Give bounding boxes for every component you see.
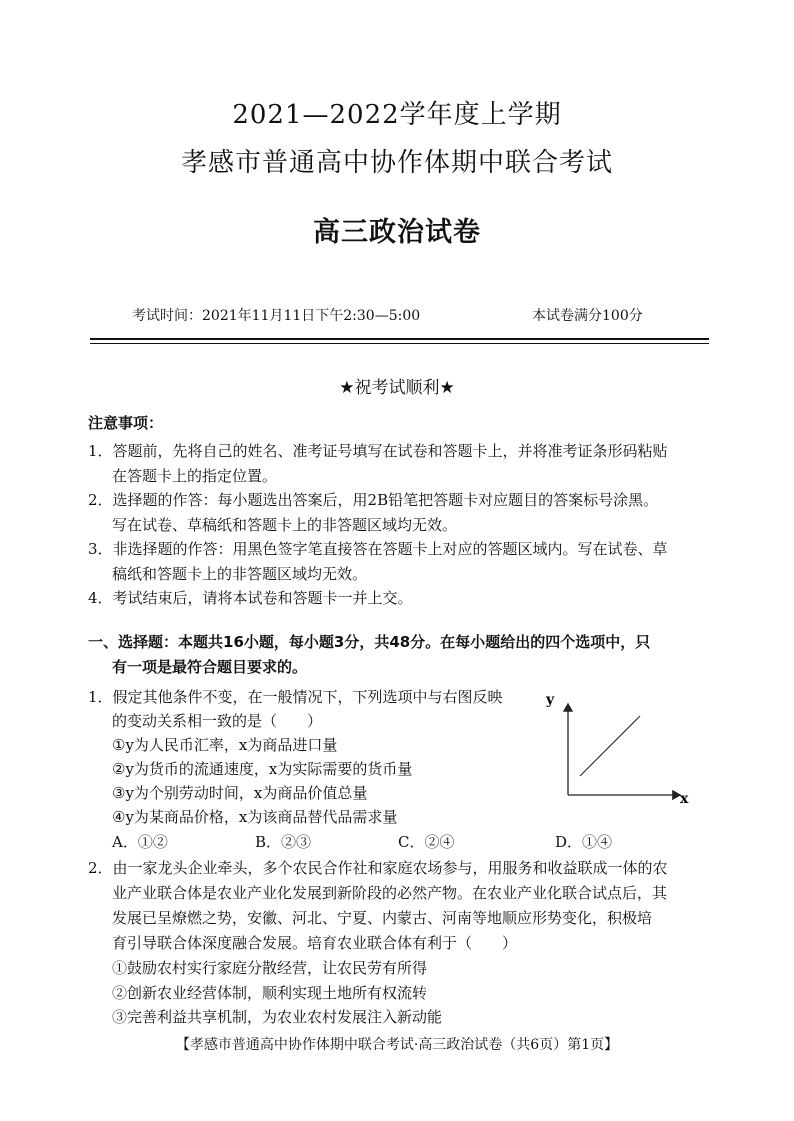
q2-option-1: ①鼓励农村实行家庭分散经营，让农民劳有所得 — [112, 959, 428, 977]
q1-choice-d: D．①④ — [555, 833, 613, 851]
year-line: 2021—2022学年度上学期 — [232, 100, 562, 130]
q1-graph — [540, 690, 700, 810]
divider-thick — [90, 338, 709, 340]
notice-heading: 注意事项： — [88, 414, 164, 432]
q2-option-2: ②创新农业经营体制，顺利实现土地所有权流转 — [112, 984, 428, 1002]
notice-item: 稿纸和答题卡上的非答题区域均无效。 — [112, 565, 368, 583]
q1-choice-b: B．②③ — [255, 833, 312, 851]
exam-time: 考试时间：2021年11月11日下午2:30—5:00 — [132, 308, 421, 324]
full-score: 本试卷满分100分 — [532, 308, 643, 324]
blessing: ★祝考试顺利★ — [339, 378, 455, 398]
x-axis-label: x — [680, 791, 689, 807]
notice-item: 写在试卷、草稿纸和答题卡上的非答题区域均无效。 — [112, 516, 458, 534]
subject-title: 高三政治试卷 — [313, 217, 481, 248]
section-heading: 一、选择题：本题共16小题，每小题3分，共48分。在每小题给出的四个选项中，只 — [88, 633, 651, 651]
q1-option-4: ④y为某商品价格，x为该商品替代品需求量 — [112, 808, 398, 826]
q2-stem-cont: 业产业联合体是农业产业化发展到新阶段的必然产物。在农业产业化联合试点后，其 — [112, 884, 668, 902]
exam-name: 孝感市普通高中协作体期中联合考试 — [180, 148, 613, 178]
q1-stem-cont: 的变动关系相一致的是（ ） — [112, 712, 323, 730]
notice-item: 2．选择题的作答：每小题选出答案后，用2B铅笔把答题卡对应题目的答案标号涂黑。 — [88, 491, 659, 509]
q1-choice-a: A．①② — [112, 833, 168, 851]
trend-line — [580, 716, 640, 776]
notice-item: 3．非选择题的作答：用黑色签字笔直接答在答题卡上对应的答题区域内。写在试卷、草 — [88, 540, 668, 558]
q2-option-3: ③完善利益共享机制，为农业农村发展注入新动能 — [112, 1008, 443, 1026]
section-heading-cont: 有一项是最符合题目要求的。 — [112, 658, 308, 676]
notice-item: 1．答题前，先将自己的姓名、准考证号填写在试卷和答题卡上，并将准考证条形码粘贴 — [88, 442, 668, 460]
q2-stem-cont: 育引导联合体深度融合发展。培育农业联合体有利于（ ） — [112, 934, 518, 952]
q1-option-2: ②y为货币的流通速度，x为实际需要的货币量 — [112, 760, 413, 778]
q1-choice-c: C．②④ — [398, 833, 455, 851]
q2-stem-cont: 发展已呈燎燃之势，安徽、河北、宁夏、内蒙古、河南等地顺应形势变化，积极培 — [112, 909, 653, 927]
y-axis-label: y — [546, 692, 555, 708]
q2-stem: 2．由一家龙头企业牵头，多个农民合作社和家庭农场参与，用服务和收益联成一体的农 — [88, 859, 668, 877]
notice-item: 在答题卡上的指定位置。 — [112, 467, 278, 485]
q1-stem: 1．假定其他条件不变，在一般情况下，下列选项中与右图反映 — [88, 688, 503, 706]
page-footer: 【孝感市普通高中协作体期中联合考试·高三政治试卷（共6页）第1页】 — [175, 1037, 619, 1053]
q1-option-1: ①y为人民币汇率，x为商品进口量 — [112, 736, 338, 754]
q1-option-3: ③y为个别劳动时间，x为商品价值总量 — [112, 784, 368, 802]
notice-item: 4．考试结束后，请将本试卷和答题卡一并上交。 — [88, 589, 413, 607]
divider-thin — [90, 343, 709, 344]
